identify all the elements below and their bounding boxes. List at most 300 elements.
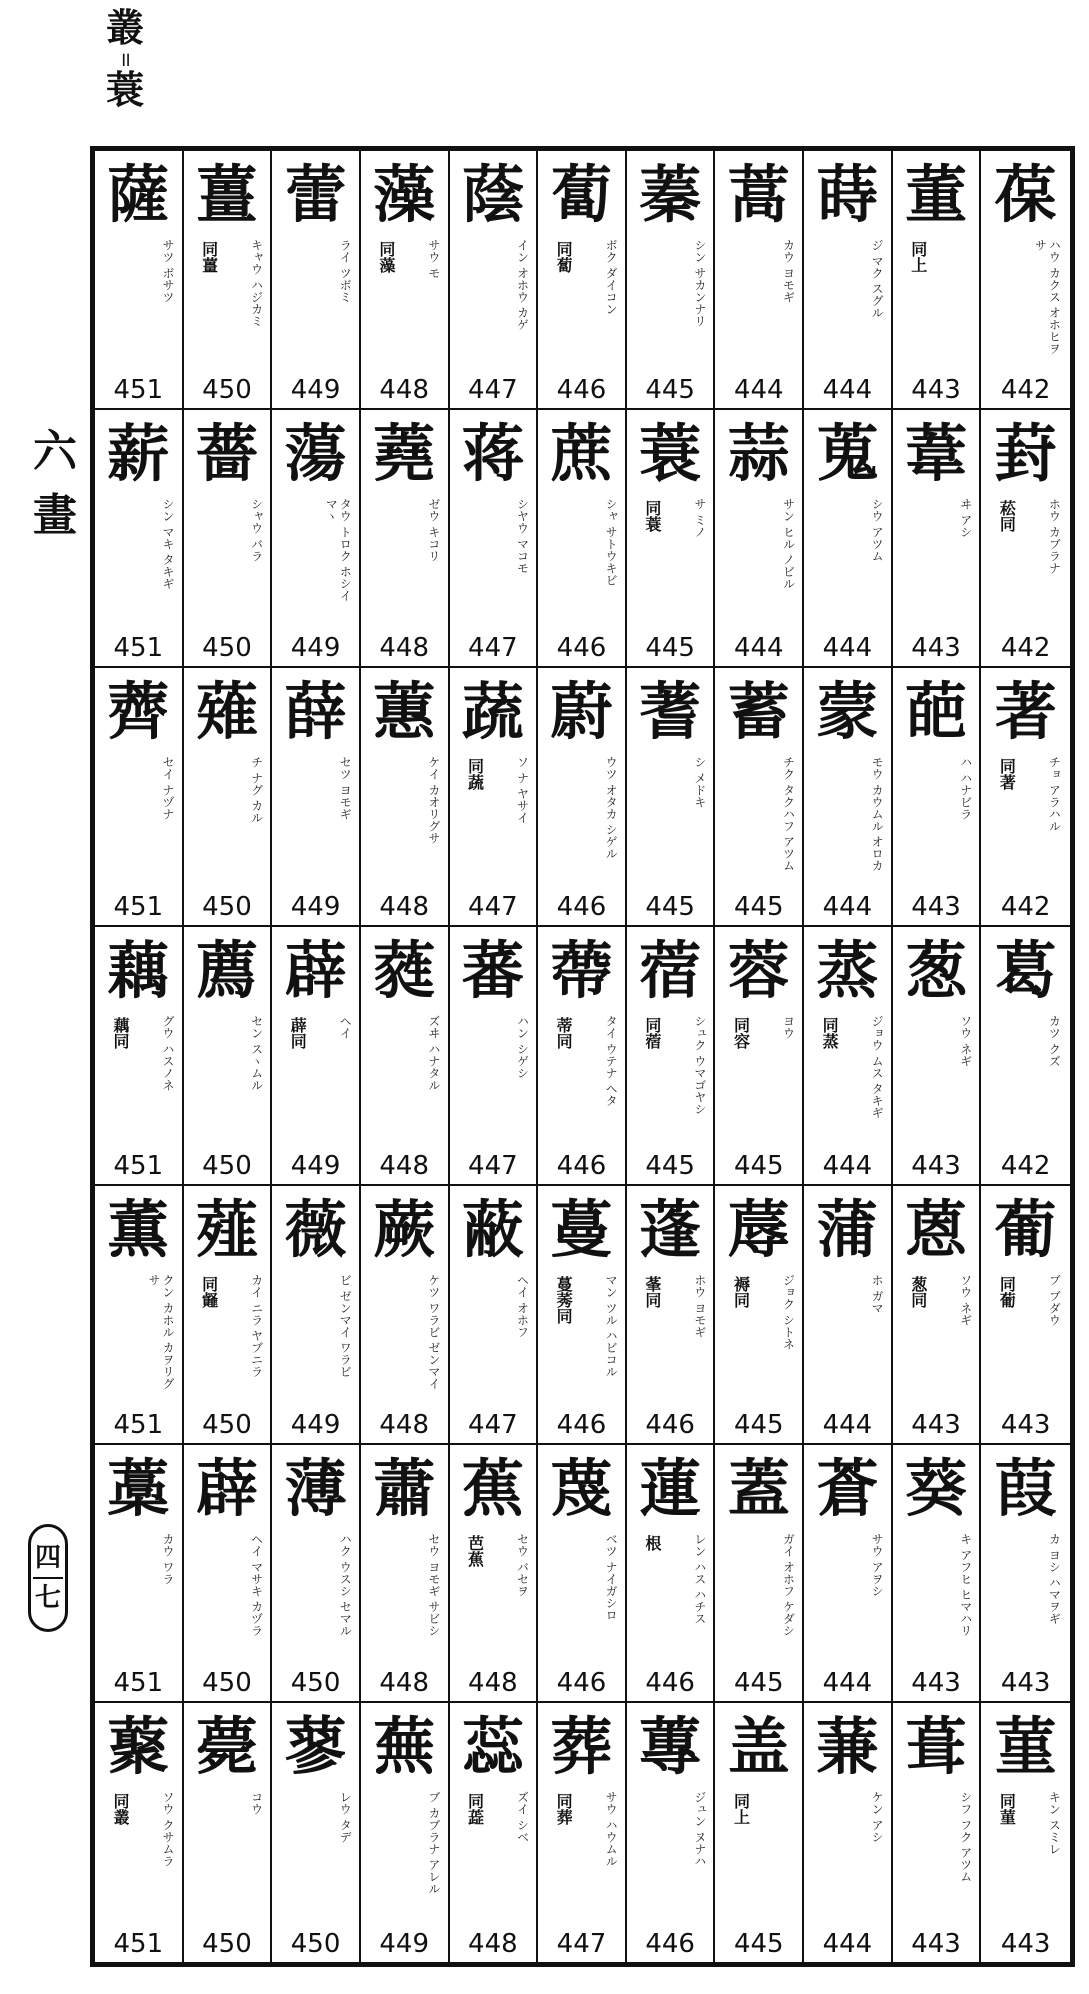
- entry-number: 450: [202, 374, 252, 405]
- entry-number: 448: [379, 892, 430, 923]
- entry-number: 445: [645, 1150, 695, 1181]
- variant-note: [899, 1535, 927, 1655]
- kanji-headword: 蕃: [461, 934, 524, 1008]
- kana-reading: ベツ ナイガシロ: [604, 1532, 619, 1621]
- kanji-headword: 蓴: [639, 1710, 702, 1784]
- entry-number: 450: [202, 892, 252, 923]
- kanji-headword: 薺: [107, 675, 170, 749]
- character-entry: [450, 151, 539, 410]
- entry-number: 447: [468, 1409, 518, 1440]
- character-entry: [95, 1445, 184, 1704]
- running-head: [105, 6, 145, 112]
- page-number-divider: [33, 1577, 63, 1579]
- kanji-headword: 蓄: [727, 675, 790, 749]
- character-entry: [184, 151, 273, 410]
- kana-reading: サツ ボサツ: [161, 239, 175, 303]
- variant-note: 同容: [731, 1017, 751, 1050]
- kanji-headword: 蒿: [727, 158, 790, 231]
- variant-note: [810, 1276, 838, 1396]
- entry-number: 448: [379, 1409, 430, 1440]
- character-entry: [450, 927, 539, 1186]
- kanji-headword: 蓿: [639, 934, 702, 1008]
- variant-note: 同蒸: [820, 1017, 840, 1050]
- kana-reading: コウ: [249, 1791, 264, 1816]
- kana-reading: レウ タデ: [338, 1791, 353, 1844]
- character-entry: [981, 1186, 1070, 1445]
- entry-number: 447: [468, 633, 518, 664]
- kana-reading: ヘイ: [338, 1015, 353, 1040]
- character-entry: [627, 1186, 716, 1445]
- character-entry: [627, 1445, 716, 1704]
- variant-note: [278, 758, 306, 878]
- character-entry: [272, 668, 361, 927]
- variant-note: [810, 758, 838, 878]
- character-entry: [893, 1445, 982, 1704]
- kanji-headword: 薨: [195, 1710, 258, 1784]
- character-entry: [361, 1445, 450, 1704]
- kanji-headword: 蕪: [373, 1710, 436, 1784]
- character-entry: [450, 410, 539, 669]
- variant-note: [721, 758, 749, 878]
- kana-reading: ケイ カオリグサ: [426, 756, 441, 845]
- variant-note: 同蔬: [465, 758, 485, 791]
- variant-note: [810, 500, 838, 620]
- entry-number: 447: [468, 892, 518, 923]
- variant-note: 藕同: [111, 1017, 130, 1050]
- variant-note: 芭蕉: [465, 1534, 485, 1567]
- character-entry: [184, 927, 273, 1186]
- variant-note: [987, 241, 1015, 361]
- running-head-separator: ॥: [119, 47, 131, 71]
- kanji-headword: 蕩: [284, 416, 347, 490]
- kana-reading: カ ヨシ ハマヲギ: [1047, 1532, 1062, 1625]
- entry-number: 444: [822, 1929, 873, 1959]
- variant-note: [721, 500, 749, 620]
- variant-note: 根: [642, 1534, 662, 1551]
- entry-number: 446: [645, 1929, 695, 1959]
- kana-reading: シウ アツム: [870, 497, 885, 562]
- variant-note: [899, 1793, 927, 1913]
- entry-number: 443: [911, 1929, 961, 1959]
- character-entry: [804, 1186, 893, 1445]
- character-entry: [893, 1186, 982, 1445]
- variant-note: [456, 241, 484, 361]
- stroke-count-label-char: 六: [33, 426, 77, 477]
- kana-reading: ソウ クサムラ: [161, 1791, 175, 1868]
- entry-number: 443: [911, 892, 961, 923]
- kanji-headword: 藕: [107, 934, 170, 1008]
- variant-note: 同蓿: [642, 1017, 662, 1050]
- kana-reading: サウ ハウムル: [604, 1791, 619, 1868]
- variant-note: 褥同: [731, 1275, 751, 1308]
- entry-number: 444: [822, 1668, 873, 1699]
- character-entry: [95, 1186, 184, 1445]
- character-entry: [893, 668, 982, 927]
- kana-reading: レン ハス ハチス: [692, 1532, 707, 1625]
- character-entry: [627, 151, 716, 410]
- kanji-headword: 薦: [195, 934, 258, 1008]
- kanji-headword: 葑: [994, 416, 1057, 490]
- variant-note: 同上: [908, 241, 928, 273]
- kanji-headword: 薫: [107, 1192, 170, 1266]
- variant-note: [190, 1017, 218, 1137]
- character-entry: [981, 668, 1070, 927]
- kana-reading: シュク ウマゴヤシ: [692, 1015, 707, 1115]
- kana-reading: キ アフヒ ヒマハリ: [958, 1532, 973, 1637]
- variant-note: [899, 758, 927, 878]
- variant-note: 莑同: [642, 1275, 662, 1308]
- variant-note: [987, 1017, 1015, 1137]
- kanji-headword: 葬: [550, 1710, 613, 1784]
- kanji-headword: 蔽: [461, 1192, 524, 1266]
- page-number-top: 四: [34, 1543, 61, 1573]
- character-entry: [715, 1445, 804, 1704]
- variant-note: [190, 500, 218, 620]
- entry-number: 450: [202, 1668, 252, 1699]
- kanji-headword: 蓋: [727, 1451, 790, 1525]
- character-entry: [715, 668, 804, 927]
- entry-number: 445: [645, 374, 695, 405]
- entry-number: 444: [733, 374, 784, 405]
- entry-number: 443: [911, 1668, 961, 1699]
- character-entry: [361, 927, 450, 1186]
- kanji-headword: 薛: [284, 675, 347, 749]
- kana-reading: ビ ゼンマイ ワラビ: [338, 1273, 353, 1378]
- kanji-headword: 薇: [284, 1192, 347, 1266]
- kana-reading: タウ トロク ホシイマヽ: [324, 497, 353, 602]
- character-entry: [272, 1445, 361, 1704]
- entry-number: 449: [290, 1150, 341, 1181]
- character-entry: [981, 151, 1070, 410]
- entry-number: 443: [911, 374, 961, 405]
- character-entry: [804, 1445, 893, 1704]
- kana-reading: シ メドキ: [692, 756, 707, 809]
- kanji-headword: 蔔: [550, 158, 613, 231]
- character-entry: [538, 1186, 627, 1445]
- kanji-headword: 薙: [195, 675, 258, 749]
- entry-number: 450: [290, 1668, 341, 1699]
- entry-number: 449: [379, 1929, 430, 1959]
- entry-number: 448: [379, 374, 430, 405]
- variant-note: [456, 1017, 484, 1137]
- character-entry: [893, 151, 982, 410]
- variant-note: [278, 500, 306, 620]
- kana-reading: イン オホウ カゲ: [515, 239, 530, 331]
- variant-note: 葱同: [908, 1275, 928, 1308]
- kana-reading: セウ ヨモギ サビシ: [426, 1532, 441, 1637]
- entry-number: 443: [1000, 1409, 1051, 1440]
- kanji-headword: 蓬: [639, 1192, 702, 1266]
- kana-reading: グウ ハスノネ: [161, 1015, 175, 1091]
- variant-note: [810, 1793, 838, 1913]
- kana-reading: チョ アラハル: [1047, 756, 1062, 833]
- entry-number: 446: [645, 1409, 695, 1440]
- entry-number: 444: [822, 1409, 873, 1440]
- kana-reading: ガイ オホフ ケダシ: [781, 1532, 796, 1637]
- variant-note: 同葬: [554, 1793, 574, 1826]
- variant-note: 蒂同: [554, 1017, 574, 1050]
- character-entry: [272, 927, 361, 1186]
- entry-number: 446: [556, 1668, 607, 1699]
- entry-number: 450: [202, 1929, 252, 1959]
- kana-reading: セン スヽムル: [249, 1015, 264, 1091]
- kanji-headword: 薜: [195, 1451, 258, 1525]
- page-number-bottom: 七: [34, 1583, 61, 1613]
- kana-reading: ハン シゲシ: [515, 1015, 530, 1079]
- entry-number: 445: [733, 892, 784, 923]
- kanji-headword: 蓁: [639, 158, 702, 231]
- character-entry: [272, 1703, 361, 1962]
- variant-note: [633, 758, 661, 878]
- character-entry: [804, 410, 893, 669]
- character-entry: [184, 668, 273, 927]
- kana-reading: ジョウ ムス タキギ: [870, 1015, 885, 1119]
- kanji-headword: 葺: [905, 1710, 968, 1784]
- kana-reading: ホ ガマ: [870, 1273, 885, 1314]
- variant-note: [367, 758, 395, 878]
- kanji-headword: 蔓: [550, 1192, 613, 1266]
- kana-reading: [929, 239, 973, 359]
- entry-number: 445: [733, 1409, 784, 1440]
- entry-number: 443: [911, 1150, 961, 1181]
- entry-number: 446: [556, 374, 607, 405]
- kanji-headword: 蓉: [727, 934, 790, 1008]
- entry-number: 451: [113, 892, 164, 923]
- kanji-headword: 葆: [994, 158, 1057, 231]
- kanji-headword: 葩: [905, 675, 968, 749]
- kana-reading: カウ ワラ: [161, 1532, 175, 1585]
- character-entry: [538, 151, 627, 410]
- kanji-headword: 蒼: [816, 1451, 879, 1525]
- running-head-first: 叢: [105, 5, 144, 50]
- entry-number: 443: [911, 1409, 961, 1440]
- entry-number: 445: [733, 1150, 784, 1181]
- entry-number: 443: [1000, 1929, 1051, 1959]
- character-entry: [893, 410, 982, 669]
- variant-note: [721, 1535, 749, 1655]
- kana-reading: ケツ ワラビ ゼンマイ: [426, 1273, 441, 1390]
- kanji-headword: 蓑: [639, 416, 702, 490]
- variant-note: [190, 1535, 218, 1655]
- entry-number: 448: [379, 1668, 430, 1699]
- entry-number: 446: [556, 1150, 607, 1181]
- kana-reading: ズイ シベ: [515, 1791, 530, 1844]
- character-entry: [893, 927, 982, 1186]
- kanji-headword: 蓮: [639, 1451, 702, 1525]
- character-entry: [715, 1703, 804, 1962]
- kana-reading: [751, 1791, 795, 1911]
- character-entry: [538, 1703, 627, 1962]
- kana-reading: サウ モ: [426, 239, 441, 279]
- variant-note: [278, 1535, 306, 1655]
- kana-reading: サ ミノ: [692, 497, 707, 538]
- kana-reading: ブ カブラナ アレル: [426, 1791, 441, 1895]
- kana-reading: カツ クズ: [1047, 1015, 1062, 1067]
- kana-reading: ソウ ネギ: [958, 1015, 973, 1067]
- character-entry: [272, 151, 361, 410]
- kana-reading: ヰ アシ: [958, 497, 973, 538]
- kana-reading: モウ カウムル オロカ: [870, 756, 885, 873]
- kana-reading: ヘイ マサキ カヅラ: [249, 1532, 264, 1637]
- entry-number: 447: [468, 1150, 518, 1181]
- running-head-last: 蓑: [105, 67, 144, 112]
- kanji-headword: 蔬: [461, 675, 524, 749]
- character-entry: [804, 668, 893, 927]
- entry-number: 448: [379, 1150, 430, 1181]
- kanji-headword: 藻: [373, 158, 436, 231]
- kanji-headword: 蒙: [816, 675, 879, 749]
- kana-reading: ハク ウスシ セマル: [338, 1532, 353, 1637]
- kana-reading: ハ ハナビラ: [958, 756, 973, 821]
- character-entry: [538, 668, 627, 927]
- entry-number: 444: [733, 633, 784, 664]
- kana-reading: ハウ カクス オホヒヲサ: [1033, 239, 1062, 355]
- kanji-headword: 蒋: [461, 416, 524, 490]
- character-entry: [804, 927, 893, 1186]
- variant-note: [101, 241, 129, 361]
- entry-number: 449: [290, 1409, 341, 1440]
- variant-note: [101, 1535, 129, 1655]
- character-entry: [95, 410, 184, 669]
- variant-note: [367, 1535, 395, 1655]
- character-entry: [184, 1703, 273, 1962]
- kana-reading: カイ ニラ ヤブニラ: [249, 1273, 264, 1378]
- entry-number: 447: [556, 1929, 607, 1959]
- variant-note: [190, 758, 218, 878]
- kanji-headword: 蕤: [373, 934, 436, 1008]
- variant-note: [544, 758, 572, 878]
- character-entry: [715, 927, 804, 1186]
- character-entry: [361, 151, 450, 410]
- entry-number: 442: [1000, 892, 1051, 923]
- kana-reading: チ ナグ カル: [249, 756, 264, 825]
- entry-number: 444: [822, 633, 873, 664]
- character-entry: [361, 1703, 450, 1962]
- kana-reading: マン ツル ハビコル: [604, 1273, 619, 1378]
- character-entry: [981, 410, 1070, 669]
- kana-reading: セイ ナヅナ: [161, 756, 175, 821]
- entry-number: 447: [468, 374, 518, 405]
- character-entry: [981, 927, 1070, 1186]
- kanji-headword: 藂: [107, 1710, 170, 1784]
- character-entry: [715, 410, 804, 669]
- character-entry: [95, 151, 184, 410]
- variant-note: [367, 1017, 395, 1137]
- variant-note: 同藻: [376, 241, 396, 273]
- character-entry: [95, 927, 184, 1186]
- entry-number: 451: [113, 374, 164, 405]
- character-entry: [450, 1445, 539, 1704]
- kanji-headword: 薔: [195, 416, 258, 490]
- entry-number: 450: [202, 1409, 252, 1440]
- entry-number: 443: [1000, 1668, 1051, 1699]
- entry-number: 450: [202, 1150, 252, 1181]
- kana-reading: ジ マク スグル: [870, 239, 885, 319]
- variant-note: [810, 241, 838, 361]
- kana-reading: ブ ブダウ: [1047, 1273, 1062, 1326]
- character-entry: [804, 151, 893, 410]
- kanji-headword: 葛: [994, 934, 1057, 1008]
- kanji-headword: 蕊: [461, 1710, 524, 1784]
- variant-note: [899, 500, 927, 620]
- character-entry: [981, 1445, 1070, 1704]
- variant-note: [544, 500, 572, 620]
- kanji-headword: 蒜: [727, 416, 790, 490]
- character-entry: [538, 410, 627, 669]
- kanji-headword: 蔚: [550, 675, 613, 749]
- kanji-headword: 薄: [284, 1451, 347, 1525]
- character-entry: [627, 410, 716, 669]
- variant-note: [101, 500, 129, 620]
- character-entry: [361, 1186, 450, 1445]
- kana-reading: セウ バセヲ: [515, 1532, 530, 1597]
- kana-reading: シン マキ タキギ: [161, 497, 175, 590]
- kanji-headword: 葡: [994, 1192, 1057, 1266]
- character-entry: [184, 1445, 273, 1704]
- kanji-headword: 董: [905, 158, 968, 231]
- kanji-headword: 蔭: [461, 158, 524, 231]
- character-entry: [95, 668, 184, 927]
- variant-note: [456, 1276, 484, 1396]
- entry-number: 444: [822, 892, 873, 923]
- kanji-headword: 葱: [905, 934, 968, 1008]
- kana-reading: シヤウ マコモ: [515, 497, 530, 574]
- character-entry: [627, 1703, 716, 1962]
- variant-note: [367, 1793, 395, 1913]
- character-entry: [715, 151, 804, 410]
- kana-reading: ウツ オタカ シゲル: [604, 756, 619, 861]
- character-entry: [361, 668, 450, 927]
- variant-note: [633, 1793, 661, 1913]
- entry-number: 450: [290, 1929, 341, 1959]
- kana-reading: キャウ ハジカミ: [249, 239, 264, 327]
- entry-number: 451: [113, 1150, 164, 1181]
- variant-note: [899, 1017, 927, 1137]
- kana-reading: タイ ウテナ ヘタ: [604, 1015, 619, 1107]
- variant-note: 同叢: [111, 1793, 130, 1826]
- kana-reading: カウ ヨモギ: [781, 239, 796, 303]
- entry-number: 448: [379, 633, 430, 664]
- kana-reading: ゼウ キコリ: [426, 497, 441, 562]
- kanji-headword: 葦: [905, 416, 968, 490]
- entry-number: 449: [290, 892, 341, 923]
- kanji-headword: 葭: [994, 1451, 1057, 1525]
- entry-number: 451: [113, 1668, 164, 1699]
- entry-number: 450: [202, 633, 252, 664]
- page-number: [28, 1524, 68, 1632]
- character-entry: [272, 410, 361, 669]
- kanji-headword: 蔑: [550, 1451, 613, 1525]
- variant-note: 同䪥: [199, 1275, 219, 1308]
- kanji-headword: 蕙: [373, 675, 436, 749]
- kanji-headword: 蕨: [373, 1192, 436, 1266]
- entry-number: 442: [1000, 1150, 1051, 1181]
- kana-reading: ライ ツボミ: [338, 239, 353, 303]
- variant-note: 同蓑: [642, 499, 662, 532]
- kana-reading: クン カホル カヲリグサ: [147, 1273, 175, 1390]
- kana-reading: ジョク シトネ: [781, 1273, 796, 1350]
- kana-reading: シャウ バラ: [249, 497, 264, 562]
- entry-number: 445: [645, 633, 695, 664]
- kana-reading: ボク ダイコン: [604, 239, 619, 315]
- character-entry: [450, 1186, 539, 1445]
- kanji-headword: 蓍: [639, 675, 702, 749]
- kanji-headword: 菫: [994, 1710, 1057, 1784]
- variant-note: 同上: [731, 1793, 751, 1826]
- kana-reading: ヘイ オホフ: [515, 1273, 530, 1338]
- kana-reading: ケン アシ: [870, 1791, 885, 1844]
- variant-note: [278, 1276, 306, 1396]
